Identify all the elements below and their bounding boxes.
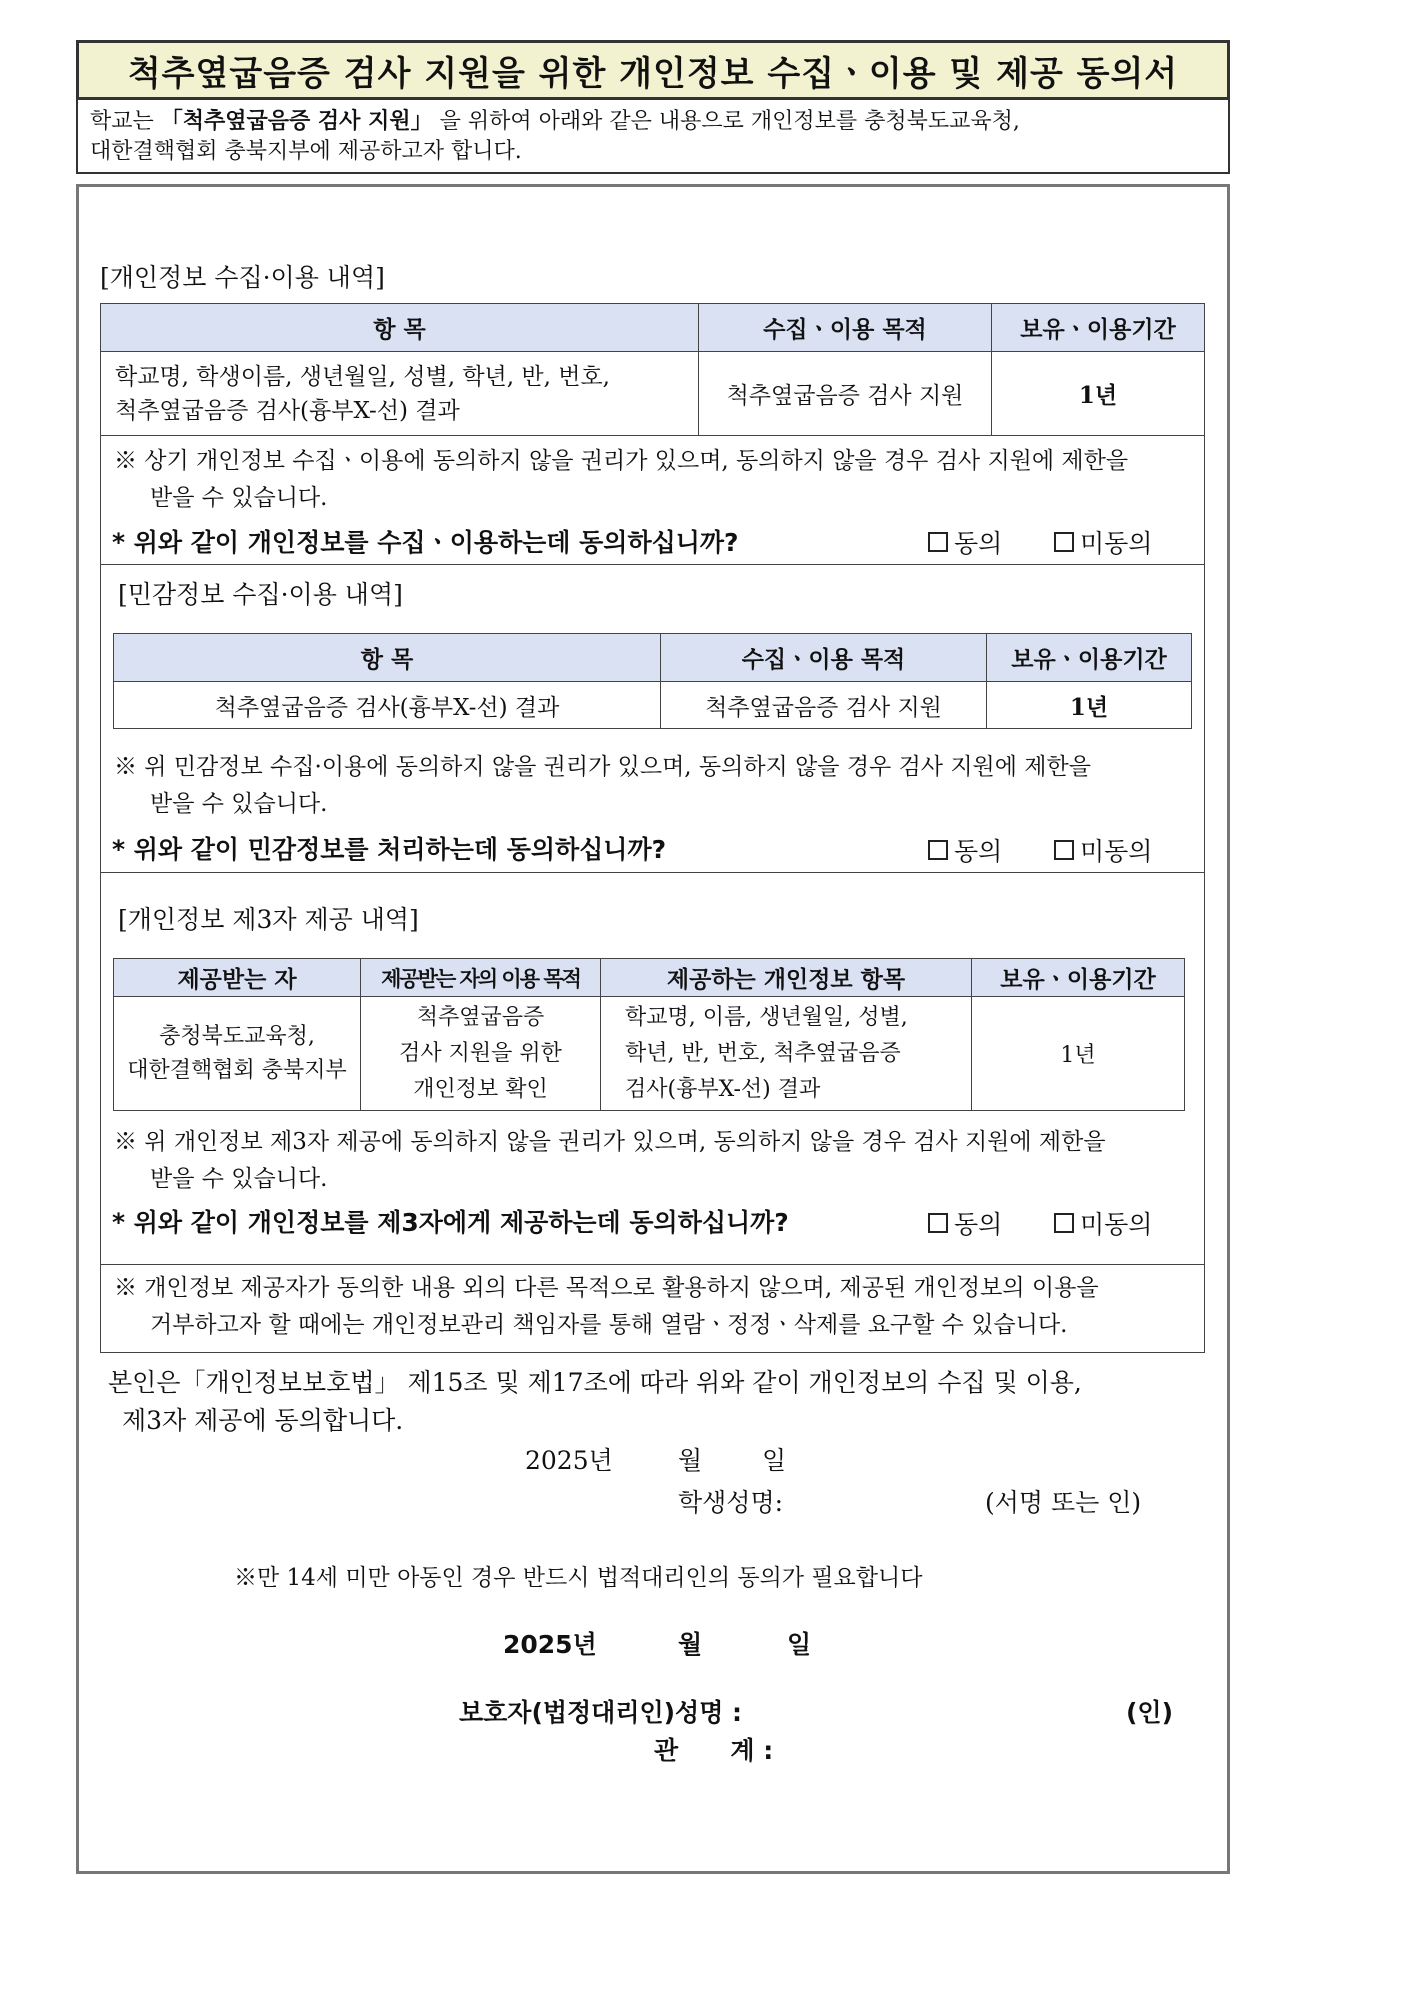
intro-prefix: 학교는	[90, 109, 161, 134]
s2-note-line1: ※ 위 민감정보 수집·이용에 동의하지 않을 권리가 있으며, 동의하지 않을 경우 검사 지원에 제한을	[114, 754, 1091, 780]
s1-disagree-checkbox[interactable]	[1054, 532, 1074, 552]
signature-label: (서명 또는 인)	[985, 1488, 1142, 1517]
consent-line2: 제3자 제공에 동의합니다.	[122, 1406, 404, 1435]
s2-disagree-label: 미동의	[1080, 837, 1153, 866]
s3-purpose-line3: 개인정보 확인	[413, 1076, 548, 1102]
s2-header-item: 항 목	[114, 634, 661, 682]
consent-month: 월	[678, 1446, 703, 1475]
s2-agree-checkbox[interactable]	[928, 840, 948, 860]
section2-note	[114, 749, 1091, 823]
s2-header-purpose: 수집ㆍ이용 목적	[661, 634, 987, 682]
consent-year: 2025년	[525, 1446, 613, 1475]
intro-suffix: 을 위하여 아래와 같은 내용으로 개인정보를 충청북도교육청,	[439, 109, 1020, 134]
s1-agree-checkbox[interactable]	[928, 532, 948, 552]
s3-agree-checkbox[interactable]	[928, 1213, 948, 1233]
s3-items-cell	[601, 997, 972, 1111]
consent-day: 일	[762, 1446, 787, 1475]
s3-items-line3: 검사(흉부X-선) 결과	[625, 1076, 821, 1102]
s1-purpose-cell: 척추옆굽음증 검사 지원	[699, 352, 992, 436]
guardian-year: 2025년	[503, 1630, 597, 1659]
guardian-day: 일	[787, 1630, 812, 1659]
section1-question: * 위와 같이 개인정보를 수집ㆍ이용하는데 동의하십니까?	[112, 528, 739, 557]
section3-table	[113, 958, 1185, 1111]
section3-note	[114, 1124, 1106, 1198]
section3-question: * 위와 같이 개인정보를 제3자에게 제공하는데 동의하십니까?	[112, 1208, 789, 1237]
section2-heading: [민감정보 수집·이용 내역]	[118, 580, 403, 609]
s1-items-cell	[101, 352, 699, 436]
s1-agree-label: 동의	[954, 529, 1003, 558]
s2-agree-option[interactable]	[928, 832, 1002, 868]
s3-disagree-checkbox[interactable]	[1054, 1213, 1074, 1233]
s2-disagree-checkbox[interactable]	[1054, 840, 1074, 860]
s1-agree-option[interactable]	[928, 524, 1002, 560]
s3-recipient-line2: 대한결핵협회 충북지부	[127, 1057, 347, 1083]
s1-note-line1: ※ 상기 개인정보 수집ㆍ이용에 동의하지 않을 권리가 있으며, 동의하지 않을 경우 검사 지원에 제한을	[114, 448, 1129, 474]
guardian-seal: (인)	[1126, 1698, 1174, 1727]
section2-table	[113, 633, 1192, 729]
s3-note-line1: ※ 위 개인정보 제3자 제공에 동의하지 않을 권리가 있으며, 동의하지 않을 경우 검사 지원에 제한을	[114, 1129, 1106, 1155]
s1-note-line2: 받을 수 있습니다.	[150, 485, 328, 511]
guardian-relation-label: 관 계 :	[654, 1736, 774, 1765]
s3-period-cell: 1년	[972, 997, 1185, 1111]
student-name-label: 학생성명:	[678, 1488, 784, 1517]
s3-purpose-line2: 검사 지원을 위한	[399, 1040, 562, 1066]
s1-period-cell: 1년	[992, 352, 1205, 436]
s1-header-period: 보유ㆍ이용기간	[992, 304, 1205, 352]
consent-statement	[108, 1364, 1082, 1440]
consent-line1: 본인은「개인정보보호법」 제15조 및 제17조에 따라 위와 같이 개인정보의 수집 및 이용,	[108, 1368, 1082, 1397]
s1-items-line2: 척추옆굽음증 검사(흉부X-선) 결과	[115, 397, 460, 424]
s3-agree-option[interactable]	[928, 1205, 1002, 1241]
s3-items-line1: 학교명, 이름, 생년월일, 성별,	[625, 1004, 908, 1030]
s3-recipient-line1: 충청북도교육청,	[159, 1023, 315, 1049]
s3-recipient-cell	[114, 997, 361, 1111]
section1-table	[100, 303, 1205, 436]
intro-program: 「척추옆굽음증 검사 지원」	[160, 108, 433, 134]
s3-header-items: 제공하는 개인정보 항목	[601, 959, 972, 997]
section3-heading: [개인정보 제3자 제공 내역]	[118, 905, 419, 934]
s1-disagree-label: 미동의	[1080, 529, 1153, 558]
s3-items-line2: 학년, 반, 번호, 척추옆굽음증	[625, 1040, 901, 1066]
s3-agree-label: 동의	[954, 1210, 1003, 1239]
s3-header-recipient: 제공받는 자	[114, 959, 361, 997]
final-note	[114, 1270, 1099, 1344]
s3-purpose-cell	[361, 997, 601, 1111]
final-note-line2: 거부하고자 할 때에는 개인정보관리 책임자를 통해 열람ㆍ정정ㆍ삭제를 요구할 수 있습니다.	[150, 1312, 1068, 1338]
section1-note	[114, 443, 1128, 517]
s2-header-period: 보유ㆍ이용기간	[987, 634, 1192, 682]
document-title: 척추옆굽음증 검사 지원을 위한 개인정보 수집ㆍ이용 및 제공 동의서	[76, 40, 1230, 100]
intro-line2: 대한결핵협회 충북지부에 제공하고자 합니다.	[90, 139, 522, 164]
guardian-month: 월	[678, 1630, 703, 1659]
section1-heading: [개인정보 수집·이용 내역]	[100, 263, 385, 292]
s1-items-line1: 학교명, 학생이름, 생년월일, 성별, 학년, 반, 번호,	[115, 363, 610, 390]
s2-purpose-cell: 척추옆굽음증 검사 지원	[661, 682, 987, 729]
s2-disagree-option[interactable]	[1054, 832, 1152, 868]
s3-header-purpose: 제공받는 자의 이용 목적	[361, 959, 601, 997]
s2-period-cell: 1년	[987, 682, 1192, 729]
s1-disagree-option[interactable]	[1054, 524, 1152, 560]
s1-header-item: 항 목	[101, 304, 699, 352]
guardian-name-label: 보호자(법정대리인)성명 :	[459, 1698, 743, 1727]
s3-header-period: 보유ㆍ이용기간	[972, 959, 1185, 997]
s3-purpose-line1: 척추옆굽음증	[416, 1004, 545, 1030]
s3-disagree-label: 미동의	[1080, 1210, 1153, 1239]
s3-note-line2: 받을 수 있습니다.	[150, 1166, 328, 1192]
s2-items-cell: 척추옆굽음증 검사(흉부X-선) 결과	[114, 682, 661, 729]
final-note-line1: ※ 개인정보 제공자가 동의한 내용 외의 다른 목적으로 활용하지 않으며, 제공된 개인정보의 이용을	[114, 1275, 1099, 1301]
intro-text	[76, 100, 1230, 174]
guardian-notice: ※만 14세 미만 아동인 경우 반드시 법적대리인의 동의가 필요합니다	[234, 1565, 923, 1591]
s1-header-purpose: 수집ㆍ이용 목적	[699, 304, 992, 352]
s2-note-line2: 받을 수 있습니다.	[150, 791, 328, 817]
s2-agree-label: 동의	[954, 837, 1003, 866]
s3-disagree-option[interactable]	[1054, 1205, 1152, 1241]
section2-question: * 위와 같이 민감정보를 처리하는데 동의하십니까?	[112, 835, 667, 864]
